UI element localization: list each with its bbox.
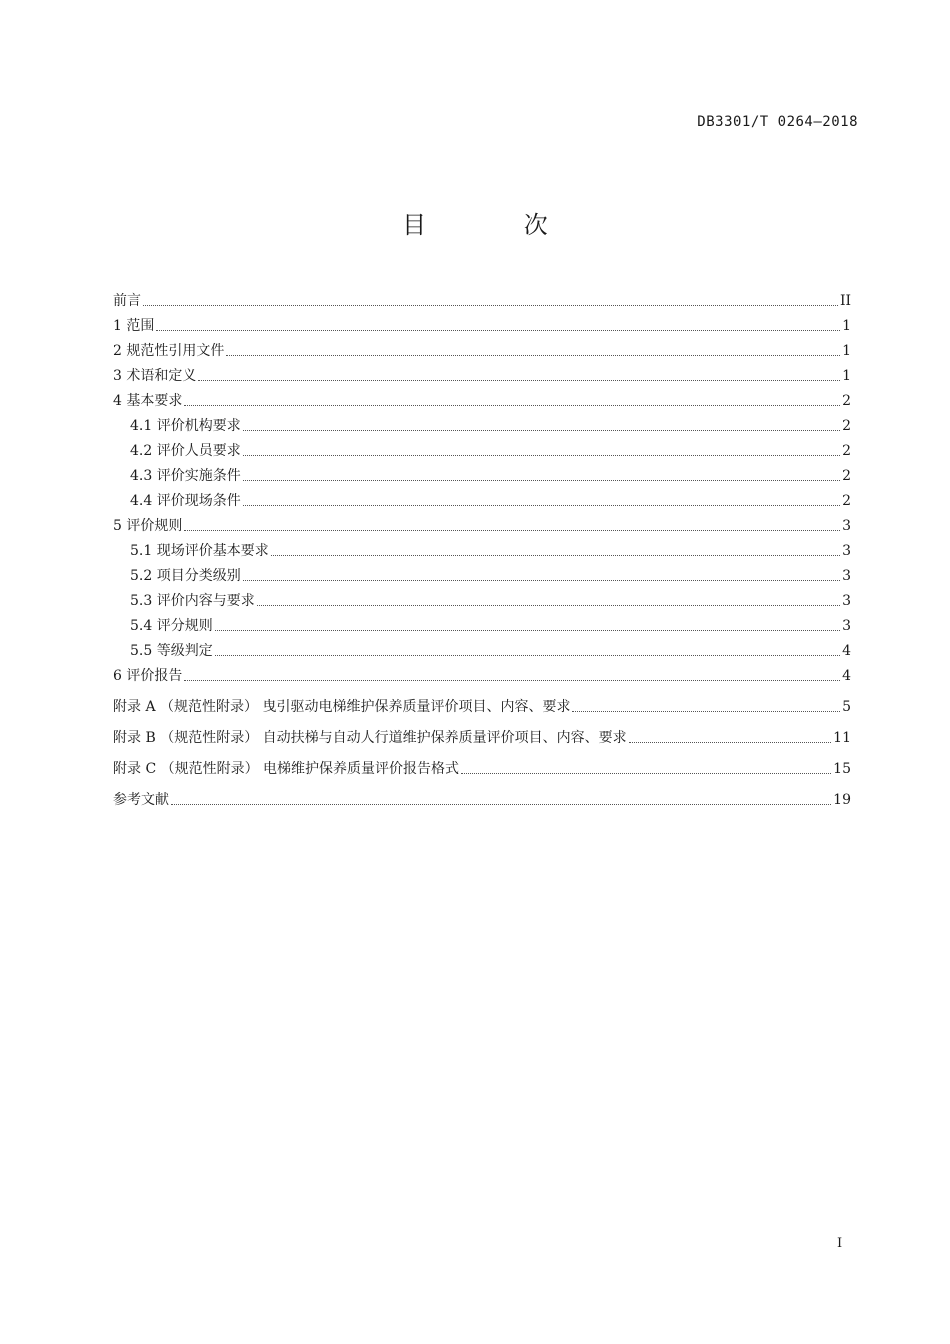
toc-entry-label: 5.1 现场评价基本要求 (130, 543, 269, 559)
toc-entry-label: 3 术语和定义 (113, 368, 197, 384)
toc-entry-page: 4 (842, 643, 851, 659)
toc-entry-page: 3 (842, 543, 851, 559)
toc-entry-label: 4 基本要求 (113, 393, 183, 409)
toc-leader-dots (156, 329, 840, 331)
toc-entry[interactable] (113, 636, 851, 661)
toc-leader-dots (143, 304, 838, 306)
toc-entry[interactable] (113, 536, 851, 561)
toc-entry-page: 15 (833, 761, 851, 777)
toc-entry-page: 1 (842, 368, 851, 384)
toc-entry-label: 6 评价报告 (113, 668, 183, 684)
toc-leader-dots (461, 772, 831, 774)
toc-entry-page: 2 (842, 418, 851, 434)
toc-leader-dots (215, 629, 840, 631)
toc-entry-page: 2 (842, 393, 851, 409)
toc-entry-label: 4.1 评价机构要求 (130, 418, 241, 434)
toc-entry[interactable] (113, 586, 851, 611)
toc-entry-page: 2 (842, 468, 851, 484)
toc-entry-page: 3 (842, 518, 851, 534)
toc-leader-dots (243, 579, 840, 581)
toc-entry[interactable] (113, 361, 851, 386)
toc-entry-page: 1 (842, 343, 851, 359)
toc-entry[interactable] (113, 779, 851, 810)
toc-entry-label: 附录 C （规范性附录） 电梯维护保养质量评价报告格式 (113, 761, 460, 777)
page-title: 目 次 (402, 211, 593, 239)
toc-leader-dots (243, 504, 840, 506)
toc-entry-page: 5 (842, 699, 851, 715)
toc-leader-dots (184, 404, 840, 406)
toc-entry-label: 附录 B （规范性附录） 自动扶梯与自动人行道维护保养质量评价项目、内容、要求 (113, 730, 627, 746)
toc-entry-page: 1 (842, 318, 851, 334)
toc-leader-dots (184, 679, 840, 681)
toc-entry-label: 5 评价规则 (113, 518, 183, 534)
toc-entry-label: 4.4 评价现场条件 (130, 493, 241, 509)
toc-entry-page: 11 (833, 730, 851, 746)
toc-entry-label: 前言 (113, 293, 141, 309)
toc-entry[interactable] (113, 686, 851, 717)
document-code: DB3301/T 0264—2018 (697, 114, 858, 130)
toc-leader-dots (243, 454, 840, 456)
toc-entry-page: 3 (842, 593, 851, 609)
toc-leader-dots (226, 354, 840, 356)
toc-leader-dots (572, 710, 840, 712)
toc-entry[interactable] (113, 386, 851, 411)
toc-entry-label: 4.2 评价人员要求 (130, 443, 241, 459)
toc-leader-dots (243, 429, 840, 431)
toc-leader-dots (257, 604, 840, 606)
table-of-contents (113, 286, 851, 810)
toc-entry[interactable] (113, 748, 851, 779)
toc-entry[interactable] (113, 286, 851, 311)
toc-entry-page: 2 (842, 443, 851, 459)
toc-entry-page: 2 (842, 493, 851, 509)
toc-entry-label: 参考文献 (113, 792, 169, 808)
toc-entry-label: 4.3 评价实施条件 (130, 468, 241, 484)
toc-entry[interactable] (113, 461, 851, 486)
toc-entry-label: 5.2 项目分类级别 (130, 568, 241, 584)
toc-leader-dots (198, 379, 840, 381)
toc-entry[interactable] (113, 336, 851, 361)
toc-leader-dots (629, 741, 832, 743)
toc-leader-dots (171, 803, 831, 805)
toc-entry[interactable] (113, 411, 851, 436)
toc-entry[interactable] (113, 661, 851, 686)
toc-entry-label: 5.3 评价内容与要求 (130, 593, 255, 609)
toc-entry[interactable] (113, 436, 851, 461)
page-number: I (837, 1236, 843, 1251)
toc-entry-label: 附录 A （规范性附录） 曳引驱动电梯维护保养质量评价项目、内容、要求 (113, 699, 571, 715)
toc-entry[interactable] (113, 311, 851, 336)
toc-entry[interactable] (113, 511, 851, 536)
toc-entry[interactable] (113, 717, 851, 748)
toc-leader-dots (215, 654, 840, 656)
toc-entry-page: 19 (833, 792, 851, 808)
toc-entry-page: 3 (842, 618, 851, 634)
toc-entry[interactable] (113, 561, 851, 586)
toc-entry-page: II (839, 293, 851, 309)
toc-entry[interactable] (113, 611, 851, 636)
toc-leader-dots (271, 554, 840, 556)
toc-entry-label: 5.5 等级判定 (130, 643, 213, 659)
toc-entry-page: 3 (842, 568, 851, 584)
toc-entry-label: 5.4 评分规则 (130, 618, 213, 634)
toc-leader-dots (243, 479, 840, 481)
toc-entry-page: 4 (842, 668, 851, 684)
toc-entry-label: 2 规范性引用文件 (113, 343, 225, 359)
toc-entry[interactable] (113, 486, 851, 511)
toc-leader-dots (184, 529, 840, 531)
toc-entry-label: 1 范围 (113, 318, 155, 334)
